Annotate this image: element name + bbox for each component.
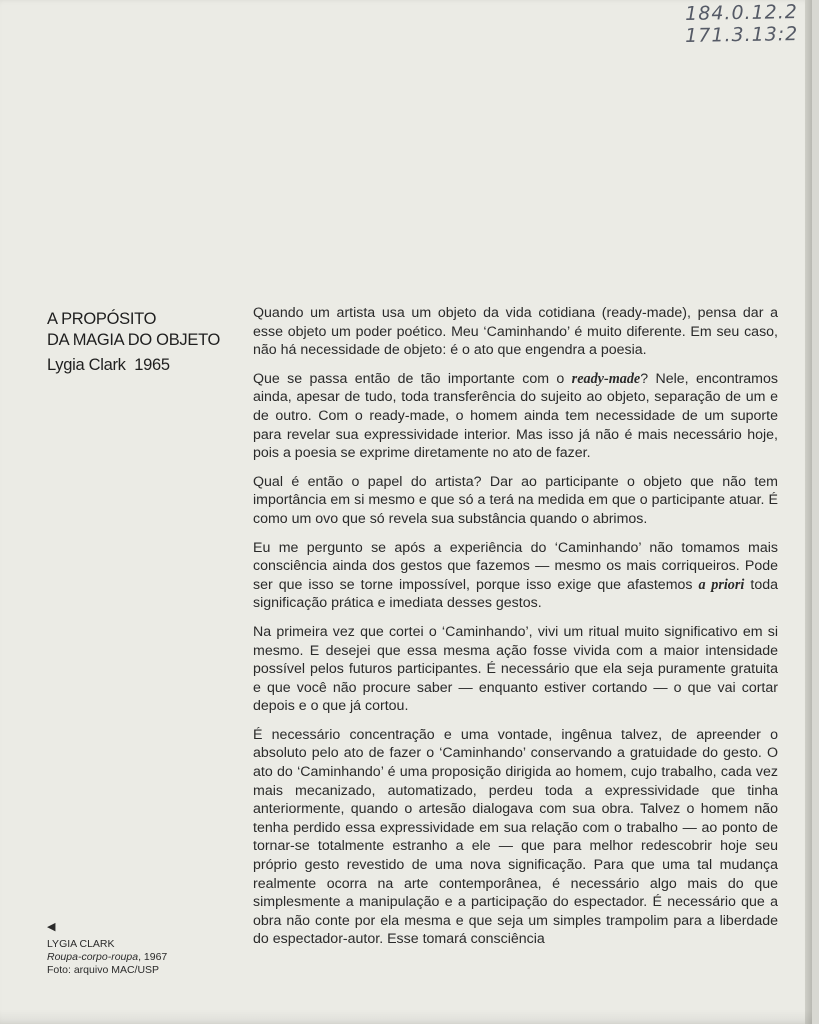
- catalog-code-1: 184.0.12.2: [684, 1, 798, 25]
- paragraph-4-italic-term: a priori: [698, 576, 745, 593]
- caption-artist: LYGIA CLARK: [47, 938, 115, 950]
- paragraph-2: [253, 370, 778, 463]
- title-line-2: DA MAGIA DO OBJETO: [47, 331, 221, 349]
- photo-caption: [47, 921, 167, 977]
- article-body: [253, 304, 778, 959]
- author-and-year: Lygia Clark 1965: [47, 356, 170, 374]
- caption-work-line: [47, 951, 167, 964]
- paragraph-5: Na primeira vez que cortei o ‘Caminhando’, vivi um ritual muito significativo em si mesmo. E desejei que essa mesma ação fosse vivida com a maior intensidade possível pelos futuros participantes. É necessário que ela seja puramente gratuita e que você não procure saber — enquanto estiver cortando — o que vai cortar depois e o que já cortou.: [253, 623, 778, 715]
- paragraph-2-part-1: Que se passa então de tão importante com o: [253, 370, 572, 387]
- page-edge: [805, 0, 812, 1024]
- paragraph-4-part-1: Eu me pergunto se após a experiência do ‘Caminhando’ não tomamos mais consciência ainda dos gestos que fazemos — mesmo os mais corriqueiros. Pode ser que isso se torne impossível, porque isso exige que afastemos: [253, 539, 778, 593]
- paragraph-2-part-2: ? Nele, encontramos ainda, apesar de tudo, toda transferência do sujeito ao objeto, separação de um e de outro. Com o ready-made, o homem ainda tem necessidade de um suporte para revelar sua expressividade interior. Mas isso já não é mais necessário hoje, pois a poesia se exprime diretamente no ato de fazer.: [253, 370, 778, 462]
- paragraph-4: [253, 539, 778, 613]
- paragraph-1: Quando um artista usa um objeto da vida cotidiana (ready-made), pensa dar a esse objeto um poder poético. Meu ‘Caminhando’ é muito diferente. Em seu caso, não há necessidade de objeto: é o ato que engendra a poesia.: [253, 305, 778, 359]
- paragraph-3: Qual é então o papel do artista? Dar ao participante o objeto que não tem importância em si mesmo e que só a terá na medida em que o participante atuar. É como um ovo que só revela sua substância quando o abrimos.: [253, 473, 778, 527]
- page-bottom-shadow: [0, 1010, 812, 1024]
- article-title-block: [47, 309, 220, 376]
- paragraph-6: É necessário concentração e uma vontade, ingênua talvez, de apreender o absoluto pelo ato de fazer o ‘Caminhando’ conservando a gratuidade do gesto. O ato do ‘Caminhando’ é uma proposição dirigida ao homem, cujo trabalho, cada vez mais mecanizado, automatizado, perdeu toda a expressividade que tinha anteriormente, quando o artesão dialogava com sua obra. Talvez o homem não tenha perdido essa expressividade em sua relação com o trabalho — ao ponto de tornar-se totalmente estranho a ele — que para melhor redescobrir hoje seu próprio gesto revestido de uma nova significação. Para que uma tal mudança realmente ocorra na arte contemporânea, é necessário algo mais do que simplesmente a manipulação e a participação do espectador. É necessário que a obra não conte por ela mesma e que seja um simples trampolim para a liberdade do espectador-autor. Esse tomará consciência: [253, 726, 778, 948]
- paragraph-2-italic-term: ready-made: [571, 370, 641, 387]
- caption-arrow-icon: ◀: [47, 921, 56, 933]
- handwritten-catalog-codes: [685, 1, 799, 47]
- caption-year: , 1967: [138, 951, 168, 963]
- paragraph-4-part-2: toda significação prática e imediata desses gestos.: [253, 576, 778, 612]
- catalog-code-2: 171.3.13:2: [684, 23, 799, 47]
- caption-credit: Foto: arquivo MAC/USP: [47, 964, 160, 976]
- title-line-1: A PROPÓSITO: [47, 310, 157, 328]
- caption-work-title: Roupa-corpo-roupa: [47, 951, 139, 963]
